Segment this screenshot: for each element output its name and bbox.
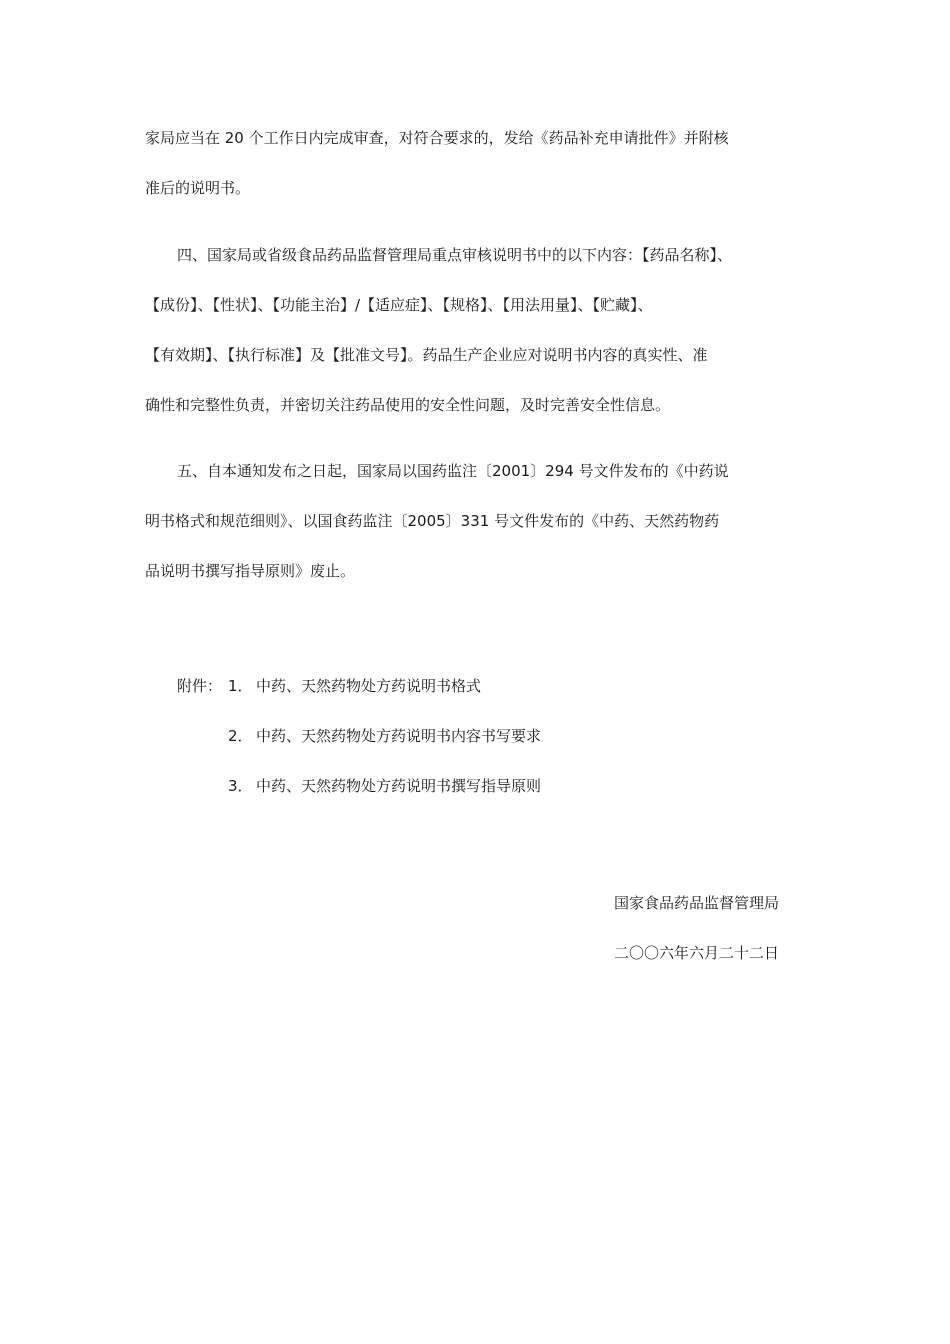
paragraph-2-line-4: 确性和完整性负责，并密切关注药品使用的安全性问题，及时完善安全性信息。: [145, 396, 671, 414]
paragraph-1-line-1: 家局应当在 20 个工作日内完成审查，对符合要求的，发给《药品补充申请批件》并附核: [145, 129, 729, 147]
paragraph-2-line-1: 四、国家局或省级食品药品监督管理局重点审核说明书中的以下内容：【药品名称】、: [177, 246, 733, 264]
paragraph-3-line-1: 五、自本通知发布之日起，国家局以国药监注〔2001〕294 号文件发布的《中药说: [177, 462, 729, 480]
attachment-number: 1．: [228, 677, 253, 695]
attachment-title: 中药、天然药物处方药说明书撰写指导原则: [256, 777, 542, 795]
paragraph-3-line-2: 明书格式和规范细则》、以国食药监注〔2005〕331 号文件发布的《中药、天然药物药: [145, 512, 720, 530]
paragraph-2-line-3: 【有效期】、【执行标准】及【批准文号】。药品生产企业应对说明书内容的真实性、准: [145, 346, 708, 364]
attachment-title: 中药、天然药物处方药说明书内容书写要求: [256, 727, 542, 745]
paragraph-2-line-2: 【成份】、【性状】、【功能主治】/【适应症】、【规格】、【用法用量】、【贮藏】、: [145, 296, 653, 314]
signature-date: 二〇〇六年六月二十二日: [614, 944, 780, 962]
attachments-label: 附件：: [177, 677, 223, 695]
signature-organization: 国家食品药品监督管理局: [614, 894, 780, 912]
paragraph-3-line-3: 品说明书撰写指导原则》废止。: [145, 562, 356, 580]
attachment-number: 2．: [228, 727, 253, 745]
attachment-title: 中药、天然药物处方药说明书格式: [256, 677, 482, 695]
paragraph-1-line-2: 准后的说明书。: [145, 179, 251, 197]
attachment-number: 3．: [228, 777, 253, 795]
